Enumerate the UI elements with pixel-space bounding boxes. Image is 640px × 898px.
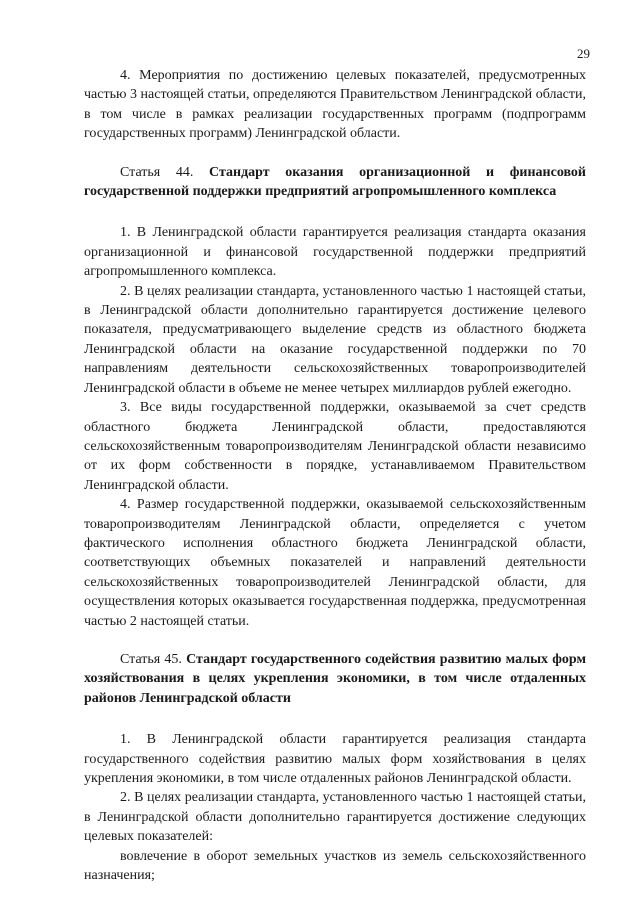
article-44-title: Стандарт оказания организационной и финансовой государственной поддержки предприятий агропромышленного комплекса bbox=[84, 164, 587, 200]
paragraph: 4. Мероприятия по достижению целевых показателей, предусмотренных частью 3 настоящей статьи, определяются Правительством Ленинградской области, в том числе в рамках реализации государственных программ (подпрограмм государственных программ) Ленинградской области. bbox=[84, 68, 586, 142]
paragraph: 2. В целях реализации стандарта, установленного частью 1 настоящей статьи, в Ленинградской области дополнительно гарантируется достижение целевого показателя, предусматривающего выделение средств из областного бюджета Ленинградской области на оказание государственной поддержки по 70 направлениям деятельности сельскохозяйственных товаропроизводителей Ленинградской области в объеме не менее четырех миллиардов рублей ежегодно. bbox=[84, 283, 586, 396]
article-45-prefix: Статья 45. bbox=[120, 651, 182, 667]
article-45-title: Стандарт государственного содействия развитию малых форм хозяйствования в целях укрепления экономики, в том числе отдаленных районов Ленинградской области bbox=[84, 651, 586, 706]
document-body bbox=[84, 66, 586, 885]
paragraph: вовлечение в оборот земельных участков из земель сельскохозяйственного назначения; bbox=[84, 848, 586, 884]
article-44-prefix: Статья 44. bbox=[120, 164, 194, 180]
paragraph: 3. Все виды государственной поддержки, оказываемой за счет средств областного бюджета Ленинградской области, предоставляются сельскохозяйственным товаропроизводителям Ленинградской области независимо от их форм собственности в порядке, устанавливаемом Правительством Ленинградской области. bbox=[84, 400, 586, 493]
paragraph: 1. В Ленинградской области гарантируется реализация стандарта государственного содействия развитию малых форм хозяйствования в целях укрепления экономики, в том числе отдаленных районов Ленинградской области. bbox=[84, 732, 586, 786]
paragraph: 1. В Ленинградской области гарантируется реализация стандарта оказания организационной и финансовой государственной поддержки предприятий агропромышленного комплекса. bbox=[84, 225, 586, 280]
page-number: 29 bbox=[577, 46, 590, 61]
paragraph: 4. Размер государственной поддержки, оказываемой сельскохозяйственным товаропроизводителям Ленинградской области, определяется с учетом фактического исполнения областного бюджета Ленинградской области, соответствующих объемных показателей и направлений деятельности сельскохозяйственных товаропроизводителей Ленинградской области, для осуществления которых оказывается государственная поддержка, предусмотренная частью 2 настоящей статьи. bbox=[84, 497, 586, 629]
article-45-heading bbox=[84, 650, 586, 708]
paragraph: 2. В целях реализации стандарта, установленного частью 1 настоящей статьи, в Ленинградской области дополнительно гарантируется достижение следующих целевых показателей: bbox=[84, 790, 586, 845]
article-44-heading bbox=[84, 163, 586, 202]
